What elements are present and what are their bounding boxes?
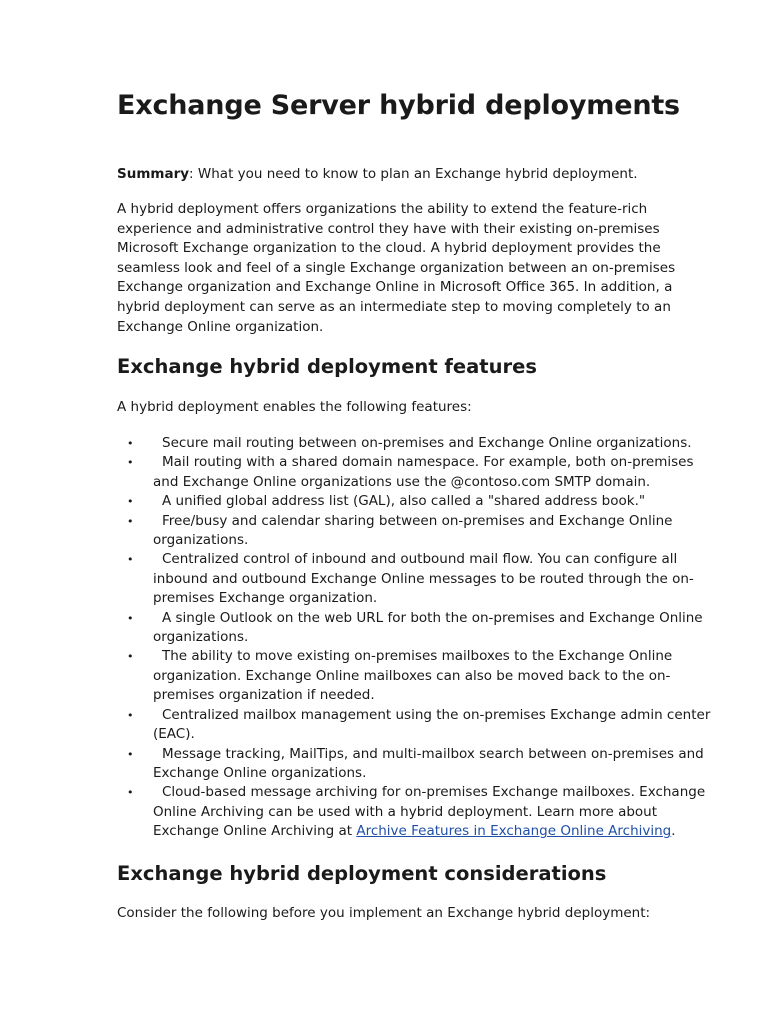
list-item-line: premises Exchange organization. xyxy=(153,590,378,607)
list-item-line: Cloud-based message archiving for on-premises Exchange mailboxes. Exchange xyxy=(162,784,706,801)
list-item-line: Centralized control of inbound and outbound mail flow. You can configure all xyxy=(162,551,678,568)
intro-line: Exchange organization and Exchange Online in Microsoft Office 365. In addition, a xyxy=(117,279,673,296)
list-item-line: Centralized mailbox management using the on-premises Exchange admin center xyxy=(162,706,711,723)
list-item-line: Message tracking, MailTips, and multi-mailbox search between on-premises and xyxy=(162,745,704,762)
page-title: Exchange Server hybrid deployments xyxy=(117,90,680,121)
list-item-line: A single Outlook on the web URL for both the on-premises and Exchange Online xyxy=(162,609,703,626)
archiving-prefix-text: Exchange Online Archiving at xyxy=(153,823,357,840)
list-item-line: Mail routing with a shared domain namespace. For example, both on-premises xyxy=(162,454,694,471)
list-item-line: premises organization if needed. xyxy=(153,687,375,704)
list-item-line: Secure mail routing between on-premises and Exchange Online organizations. xyxy=(162,435,692,451)
features-list xyxy=(117,434,717,842)
list-item-line: (EAC). xyxy=(153,726,195,743)
intro-line: Microsoft Exchange organization to the cloud. A hybrid deployment provides the xyxy=(117,240,661,257)
intro-paragraph xyxy=(117,200,717,337)
list-item-last-line xyxy=(153,822,717,841)
summary-text: : What you need to know to plan an Exchange hybrid deployment. xyxy=(189,166,638,182)
intro-line: Exchange Online organization. xyxy=(117,318,324,335)
archive-features-link[interactable]: Archive Features in Exchange Online Archiving xyxy=(356,823,672,840)
intro-line: seamless look and feel of a single Exchange organization between an on-premises xyxy=(117,259,676,276)
list-item-line: organizations. xyxy=(153,629,249,646)
bullet-icon: • xyxy=(127,611,134,625)
considerations-intro: Consider the following before you implement an Exchange hybrid deployment: xyxy=(117,905,651,921)
list-item xyxy=(117,453,717,492)
list-item-line: organizations. xyxy=(153,532,249,549)
bullet-icon: • xyxy=(127,708,134,722)
list-item xyxy=(117,647,717,705)
summary-paragraph xyxy=(117,165,717,185)
bullet-icon: • xyxy=(127,437,134,450)
features-intro: A hybrid deployment enables the following features: xyxy=(117,399,472,415)
list-item xyxy=(117,783,717,841)
bullet-icon: • xyxy=(127,650,134,664)
list-item-line: Exchange Online organizations. xyxy=(153,764,367,781)
list-item xyxy=(117,706,717,745)
list-item xyxy=(117,550,717,608)
summary-label: Summary xyxy=(117,166,190,182)
bullet-icon: • xyxy=(127,786,134,800)
bullet-icon: • xyxy=(127,747,134,761)
list-item-line: A unified global address list (GAL), also called a "shared address book." xyxy=(162,493,646,510)
list-item-line: and Exchange Online organizations use the @contoso.com SMTP domain. xyxy=(153,473,651,490)
list-item-line: The ability to move existing on-premises mailboxes to the Exchange Online xyxy=(162,648,673,665)
features-heading: Exchange hybrid deployment features xyxy=(117,355,537,378)
considerations-heading: Exchange hybrid deployment considerations xyxy=(117,862,607,885)
list-item xyxy=(117,609,717,648)
bullet-icon: • xyxy=(127,456,134,470)
list-item-line: Free/busy and calendar sharing between on-premises and Exchange Online xyxy=(162,512,673,529)
bullet-icon: • xyxy=(127,514,134,528)
intro-line: A hybrid deployment offers organizations the ability to extend the feature-rich xyxy=(117,201,648,217)
bullet-icon: • xyxy=(127,553,134,567)
archiving-suffix-text: . xyxy=(671,823,676,840)
intro-line: experience and administrative control they have with their existing on-premises xyxy=(117,220,660,237)
list-item-line: Online Archiving can be used with a hybrid deployment. Learn more about xyxy=(153,803,658,820)
list-item xyxy=(117,512,717,551)
intro-line: hybrid deployment can serve as an intermediate step to moving completely to an xyxy=(117,298,671,315)
list-item xyxy=(117,434,717,453)
list-item xyxy=(117,492,717,511)
list-item xyxy=(117,745,717,784)
list-item-line: inbound and outbound Exchange Online messages to be routed through the on- xyxy=(153,570,694,587)
list-item-line: organization. Exchange Online mailboxes can also be moved back to the on- xyxy=(153,667,671,684)
bullet-icon: • xyxy=(127,495,134,509)
